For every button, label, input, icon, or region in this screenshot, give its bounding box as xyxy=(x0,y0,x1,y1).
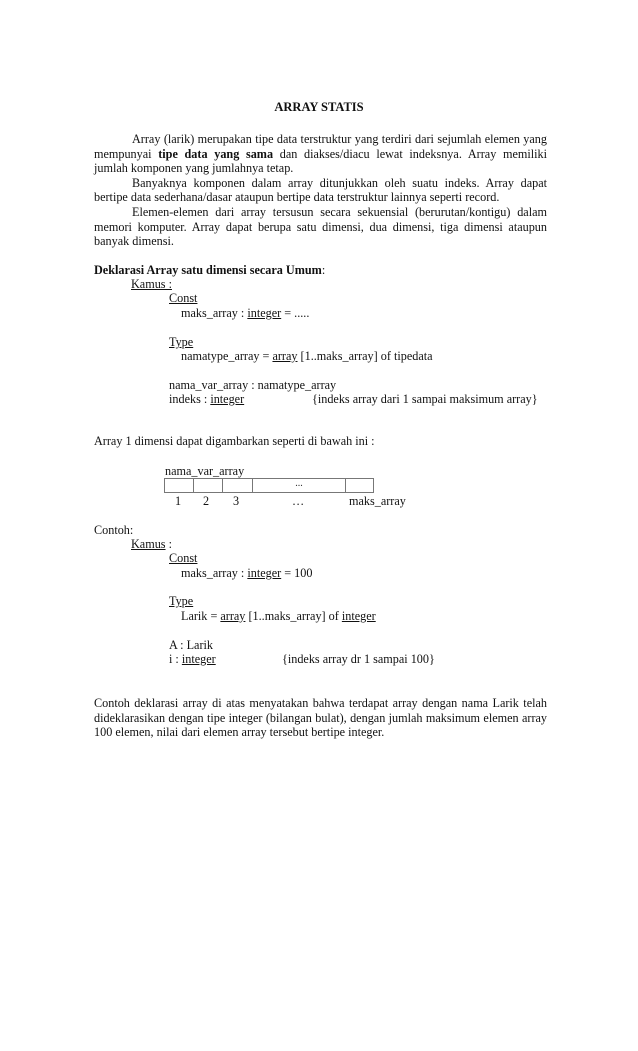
heading-text: Deklarasi Array satu dimensi secara Umum xyxy=(94,263,322,277)
kamus-text: Kamus xyxy=(131,537,166,551)
example-var-declaration: A : Larik xyxy=(169,638,214,652)
intro-text: dan diakses/diacu lewat indeksnya. Array memiliki jumlah komponen yang jumlahnya tetap. xyxy=(94,146,547,176)
intro-paragraph-2: Banyaknya komponen dalam array ditunjukkan oleh suatu indeks. Array dapat bertipe data sederhana/dasar ataupun bertipe data terstruktur lainnya seperti record. xyxy=(94,175,547,205)
kamus-colon: : xyxy=(165,537,172,551)
type-name: namatype_array = xyxy=(181,349,273,363)
example-kamus-label xyxy=(131,537,172,552)
var-declaration: nama_var_array : namatype_array xyxy=(169,378,337,392)
const-label: Const xyxy=(169,291,198,305)
array-keyword: array xyxy=(220,609,246,623)
example-const-declaration xyxy=(181,566,312,581)
intro-paragraph-3: Elemen-elemen dari array tersusun secara sekuensial (berurutan/kontigu) dalam memori komputer. Array dapat berupa satu dimensi, dua dimensi, tiga dimensi ataupun banyak dimensi. xyxy=(94,204,547,249)
example-type-declaration xyxy=(181,609,376,624)
example-const-label: Const xyxy=(169,551,198,565)
intro-bold-text: tipe data yang sama xyxy=(158,146,274,161)
kamus-label: Kamus : xyxy=(131,277,172,291)
type-declaration xyxy=(181,349,433,364)
type-range: [1..maks_array] of xyxy=(245,609,342,623)
example-index-comment: {indeks array dr 1 sampai 100} xyxy=(282,652,435,666)
conclusion-paragraph: Contoh deklarasi array di atas menyatakan bahwa terdapat array dengan nama Larik telah dideklarasikan dengan tipe integer (bilangan bulat), dengan jumlah maksimum elemen array 100 elemen, nilai dari elemen array tersebut bertipe integer. xyxy=(94,696,547,740)
type-keyword: integer xyxy=(247,566,282,580)
const-value: = 100 xyxy=(281,566,313,580)
intro-text: Array (larik) merupakan tipe data terstruktur yang terdiri dari sejumlah elemen yang mempunyai xyxy=(94,132,547,161)
array-index-last: maks_array xyxy=(349,494,406,508)
intro-paragraph-1 xyxy=(94,132,547,176)
array-cell xyxy=(194,479,223,492)
type-range: [1..maks_array] of tipedata xyxy=(297,349,433,363)
array-cell-ellipsis: ... xyxy=(253,479,346,492)
const-value: = ..... xyxy=(281,306,310,320)
general-declaration-heading xyxy=(94,263,325,278)
const-name: maks_array : xyxy=(181,566,248,580)
array-keyword: array xyxy=(272,349,298,363)
array-index: 1 xyxy=(175,494,182,508)
array-index: 3 xyxy=(233,494,240,508)
array-cell xyxy=(223,479,253,492)
array-label: nama_var_array xyxy=(165,464,245,478)
type-label: Type xyxy=(169,335,194,349)
array-cell xyxy=(165,479,194,492)
document-title: ARRAY STATIS xyxy=(274,100,364,114)
array-index: 2 xyxy=(203,494,210,508)
example-type-label: Type xyxy=(169,594,194,608)
intro-section xyxy=(94,132,547,249)
index-name: i : xyxy=(169,652,182,666)
type-keyword: integer xyxy=(247,306,282,320)
example-index-declaration xyxy=(169,652,216,667)
array-index: … xyxy=(292,494,305,508)
diagram-caption: Array 1 dimensi dapat digambarkan seperti di bawah ini : xyxy=(94,434,375,448)
type-keyword: integer xyxy=(181,652,216,666)
type-keyword: integer xyxy=(210,392,245,406)
type-name: Larik = xyxy=(181,609,221,623)
index-declaration xyxy=(169,392,244,407)
const-name: maks_array : xyxy=(181,306,248,320)
heading-colon: : xyxy=(321,263,326,277)
index-name: indeks : xyxy=(169,392,211,406)
type-keyword: integer xyxy=(341,609,376,623)
const-declaration xyxy=(181,306,309,321)
array-diagram xyxy=(164,478,374,493)
example-heading: Contoh: xyxy=(94,523,134,537)
index-comment: {indeks array dari 1 sampai maksimum array} xyxy=(312,392,538,406)
array-cell xyxy=(346,479,373,492)
